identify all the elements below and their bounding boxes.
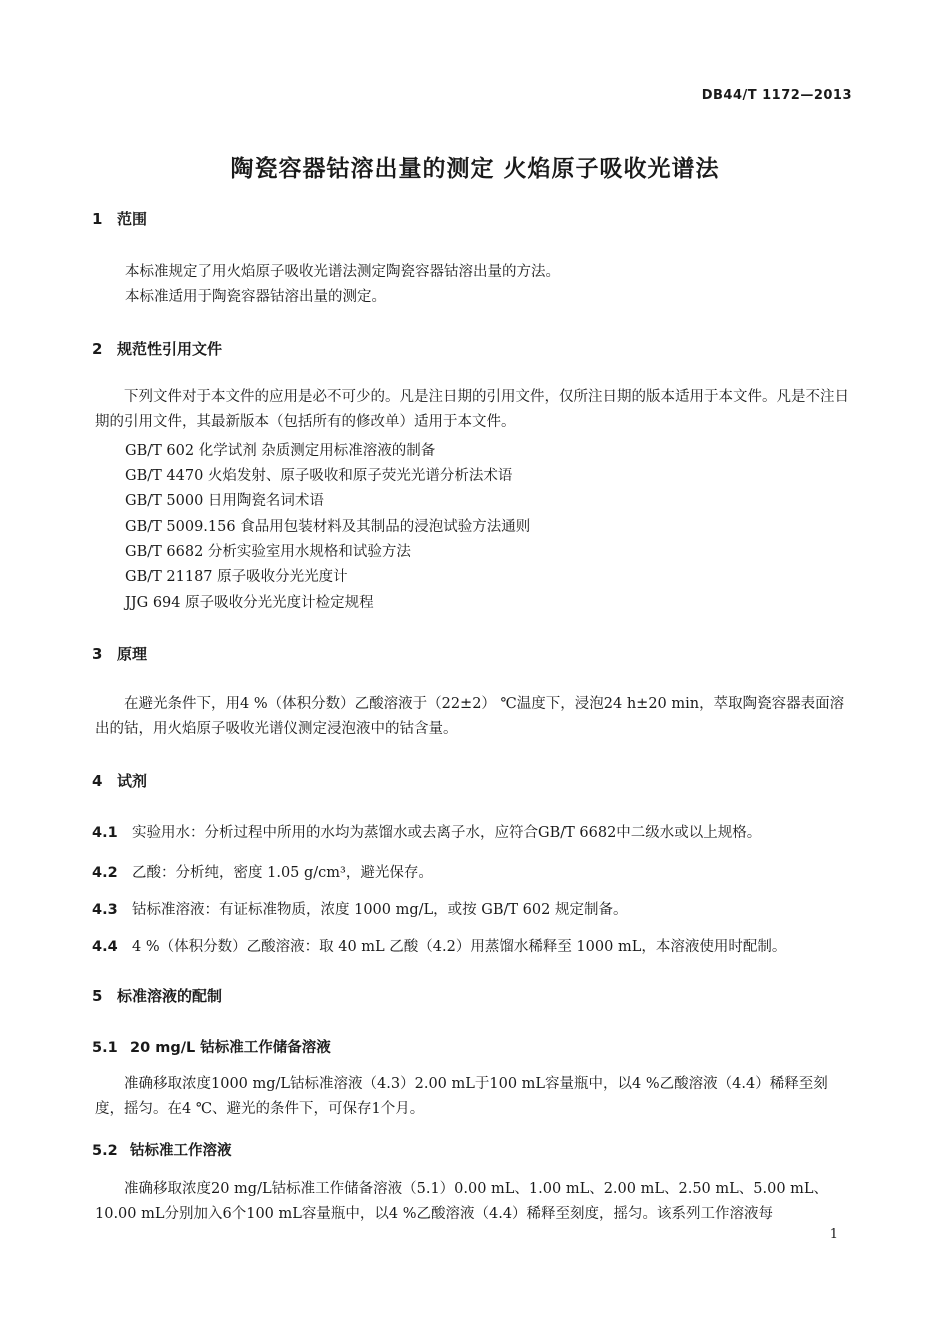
clause-text: 4 %（体积分数）乙酸溶液：取 40 mL 乙酸（4.2）用蒸馏水稀释至 1000 mL，本溶液使用时配制。: [132, 939, 787, 955]
clause-text: 实验用水：分析过程中所用的水均为蒸馏水或去离子水，应符合GB/T 6682中二级水或以上规格。: [132, 825, 762, 841]
paragraph: 在避光条件下，用4 %（体积分数）乙酸溶液于（22±2） ℃温度下，浸泡24 h±20 min，萃取陶瓷容器表面溶出的钴，用火焰原子吸收光谱仪测定浸泡液中的钴含量。: [95, 696, 845, 737]
page-number: 1: [829, 1227, 838, 1242]
paragraph: 准确移取浓度20 mg/L钴标准工作储备溶液（5.1）0.00 mL、1.00 mL、2.00 mL、2.50 mL、5.00 mL、10.00 mL分别加入6个100 mL容量瓶中，以4 %乙酸溶液（4.4）稀释至刻度，摇匀。该系列工作溶液每: [95, 1181, 829, 1222]
subsection-5-1-heading: [92, 1036, 331, 1057]
section-3-heading: [92, 643, 147, 664]
reference-item: GB/T 602 化学试剂 杂质测定用标准溶液的制备: [125, 443, 436, 459]
reference-item: GB/T 5009.156 食品用包装材料及其制品的浸泡试验方法通则: [125, 519, 531, 535]
section-1-heading: [92, 208, 147, 229]
paragraph: 准确移取浓度1000 mg/L钴标准溶液（4.3）2.00 mL于100 mL容量瓶中，以4 %乙酸溶液（4.4）稀释至刻度，摇匀。在4 ℃、避光的条件下，可保存1个月。: [95, 1076, 828, 1117]
section-title: 试剂: [117, 772, 148, 790]
section-2-heading: [92, 338, 222, 359]
section-4-heading: [92, 770, 147, 791]
clause-4-3: [92, 898, 627, 919]
reference-item: GB/T 4470 火焰发射、原子吸收和原子荧光光谱分析法术语: [125, 468, 513, 484]
clause-number: 4.3: [92, 902, 118, 918]
reference-item: JJG 694 原子吸收分光光度计检定规程: [125, 595, 374, 611]
clause-text: 钴标准溶液：有证标准物质，浓度 1000 mg/L，或按 GB/T 602 规定制备。: [132, 902, 628, 918]
subsection-title: 20 mg/L 钴标准工作储备溶液: [130, 1040, 331, 1056]
clause-text: 乙酸：分析纯，密度 1.05 g/cm³，避光保存。: [132, 865, 433, 881]
reference-item: GB/T 6682 分析实验室用水规格和试验方法: [125, 544, 411, 560]
clause-number: 4.1: [92, 825, 118, 841]
subsection-title: 钴标准工作溶液: [130, 1143, 232, 1159]
subsection-number: 5.1: [92, 1040, 118, 1056]
document-title: 陶瓷容器钴溶出量的测定 火焰原子吸收光谱法: [230, 156, 720, 182]
section-number: 4: [92, 772, 103, 790]
reference-item: GB/T 21187 原子吸收分光光度计: [125, 569, 348, 585]
section-5-heading: [92, 985, 222, 1006]
section-number: 5: [92, 987, 103, 1005]
section-number: 3: [92, 645, 103, 663]
section-title: 范围: [117, 210, 148, 228]
section-number: 1: [92, 210, 103, 228]
reference-item: GB/T 5000 日用陶瓷名词术语: [125, 493, 324, 509]
section-title: 原理: [117, 645, 148, 663]
document-code: DB44/T 1172—2013: [701, 88, 852, 103]
clause-4-2: [92, 861, 433, 882]
section-title: 标准溶液的配制: [117, 987, 223, 1005]
paragraph: 本标准适用于陶瓷容器钴溶出量的测定。: [125, 289, 386, 305]
paragraph: 下列文件对于本文件的应用是必不可少的。凡是注日期的引用文件，仅所注日期的版本适用于本文件。凡是不注日期的引用文件，其最新版本（包括所有的修改单）适用于本文件。: [95, 389, 849, 430]
clause-4-1: [92, 821, 761, 842]
paragraph: 本标准规定了用火焰原子吸收光谱法测定陶瓷容器钴溶出量的方法。: [125, 264, 560, 280]
subsection-number: 5.2: [92, 1143, 118, 1159]
section-title: 规范性引用文件: [117, 340, 223, 358]
clause-4-4: [92, 935, 786, 956]
subsection-5-2-heading: [92, 1139, 232, 1160]
clause-number: 4.2: [92, 865, 118, 881]
section-number: 2: [92, 340, 103, 358]
clause-number: 4.4: [92, 939, 118, 955]
